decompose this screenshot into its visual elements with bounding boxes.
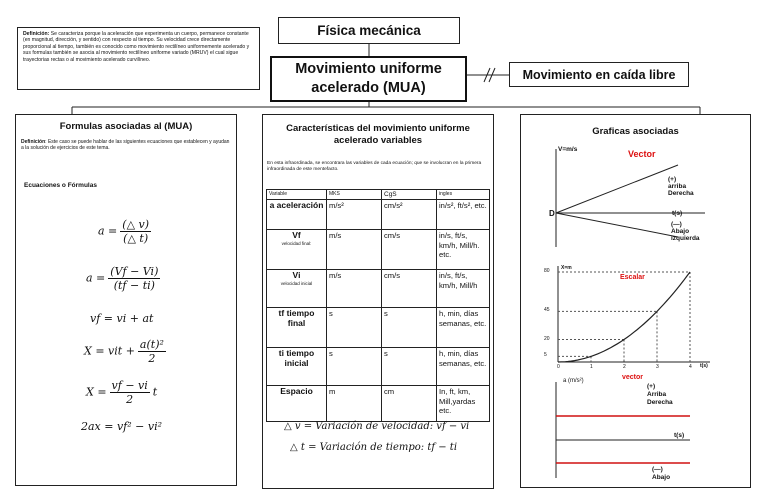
formulas-def-text: : Este caso se puede hablar de las siguientes ecuaciones que establecen y ayudan a la solución de ejercicios de este tema.	[21, 139, 230, 152]
table-row: Espacio m cm In, ft, km, Mill,yardas etc.	[267, 386, 490, 422]
header-variable: Variable	[267, 190, 327, 200]
g2-ytick-label: 20	[544, 335, 550, 342]
formulas-panel	[15, 114, 237, 486]
g1-title: Vector	[628, 149, 656, 159]
formulas-title: Formulas asociadas al (MUA)	[59, 121, 193, 132]
definition-label: Definición:	[23, 31, 50, 37]
g3-xlabel: t(s)	[674, 432, 685, 439]
formula-acceleration-delta: a = $\frac{(\triangle v)}{(\triangle t)}$	[98, 218, 150, 245]
table-header-row	[267, 190, 490, 200]
g2-title: Escalar	[620, 274, 645, 281]
formulas-subtitle: Ecuaciones o Fórmulas	[24, 182, 97, 189]
g3-ylabel: a (m/s²)	[563, 378, 584, 384]
header-ingles: ingles	[437, 190, 490, 200]
main-topic-line2: acelerado (MUA)	[311, 80, 426, 96]
g3-positive-label: (+) Arriba Derecha	[647, 383, 673, 406]
header-mks: MKS	[327, 190, 382, 200]
table-row: tf tiempo final s s h, min, días semanas, etc.	[267, 308, 490, 348]
table-row: Vf velocidad final: m/s cm/s in/s, ft/s, km/h, Mill/h. etc.	[267, 230, 490, 270]
formulas-definition	[21, 139, 231, 152]
g1-positive-label: (+) arriba Derecha	[668, 176, 694, 197]
g2-ytick-label: 45	[544, 307, 550, 314]
formula-position: X = vit + $\frac{\text{a(t)²}}{2}$	[84, 338, 164, 365]
formulas-def-label: Definición	[21, 139, 46, 145]
table-row: ti tiempo inicial s s h, min, días semanas, etc.	[267, 348, 490, 386]
g2-xtick-label: 3	[656, 364, 659, 370]
g2-xlabel: t(s)	[700, 363, 708, 369]
table-row: Vi velocidad inicial m/s cm/s in/s, ft/s, km/h, Mill/h	[267, 270, 490, 308]
g2-ytick-label: 80	[544, 268, 550, 274]
g1-positive-line	[556, 165, 678, 213]
graphs-title: Graficas asociadas	[592, 126, 679, 137]
characteristics-title: Características del movimiento uniforme acelerado variables	[286, 123, 470, 146]
g1-ylabel: V=m/s	[558, 146, 578, 153]
g2-ylabel: X=m	[561, 265, 572, 271]
delta-v-definition: △ v = Variación de velocidad: vf − vi	[284, 421, 470, 432]
header-cgs: CgS	[382, 190, 437, 200]
g2-xtick-label: 0	[557, 364, 560, 370]
definition-text: Se caracteriza porque la aceleración que experimenta un cuerpo, permanece constante (en magnitud, dirección, y sentido) con respecto al tiempo. Su velocidad crece directamente proporcional al tiempo, también es conocido como movimiento rectilíneo uniformemente acelerado y sus formulas también se asocia al movimiento rectilíneo uniforme variado (MRUV) el cual sigue trayectorias rectas o al movimiento acelerado curvilíneo.	[23, 31, 250, 63]
formula-final-velocity: vf = vi + at	[90, 312, 154, 325]
formula-velocity-squared: 2ax = vf² − vi²	[81, 420, 163, 433]
g3-title: vector	[622, 374, 644, 381]
g1-origin: D	[549, 209, 555, 218]
g1-negative-label: (—) Abajo izquierda	[671, 221, 700, 242]
acceleration-vector-graph	[540, 378, 720, 483]
g3-negative-label: (—) Abajo	[652, 466, 671, 481]
variables-table	[266, 189, 490, 422]
delta-t-definition: △ t = Variación de tiempo: tf − ti	[290, 442, 458, 453]
formula-position-velocity: X = $\frac{vf - vi}{2}$ t	[86, 379, 158, 406]
main-topic-line1: Movimiento uniforme	[295, 61, 442, 77]
related-topic-box: Movimiento en caída libre	[509, 62, 689, 87]
g2-xtick-label: 4	[689, 364, 692, 370]
g2-xtick-label: 1	[590, 364, 593, 370]
table-row: a aceleración m/s² cm/s² in/s², ft/s², etc.	[267, 200, 490, 230]
g2-ytick-label: 5	[544, 352, 547, 359]
formula-acceleration-velocity: a = $\frac{(Vf - Vi)}{(tf - ti)}$	[86, 265, 159, 292]
g1-negative-line	[556, 213, 678, 237]
page-title: Física mecánica	[278, 17, 460, 44]
g2-xtick-label: 2	[623, 364, 626, 370]
g1-xlabel: t(s)	[672, 210, 683, 217]
characteristics-intro: En esta infraordinada, se encontrara las variables de cada ecuación; que se involucran en la primera infraordinada de este mentefacto.	[267, 161, 482, 173]
